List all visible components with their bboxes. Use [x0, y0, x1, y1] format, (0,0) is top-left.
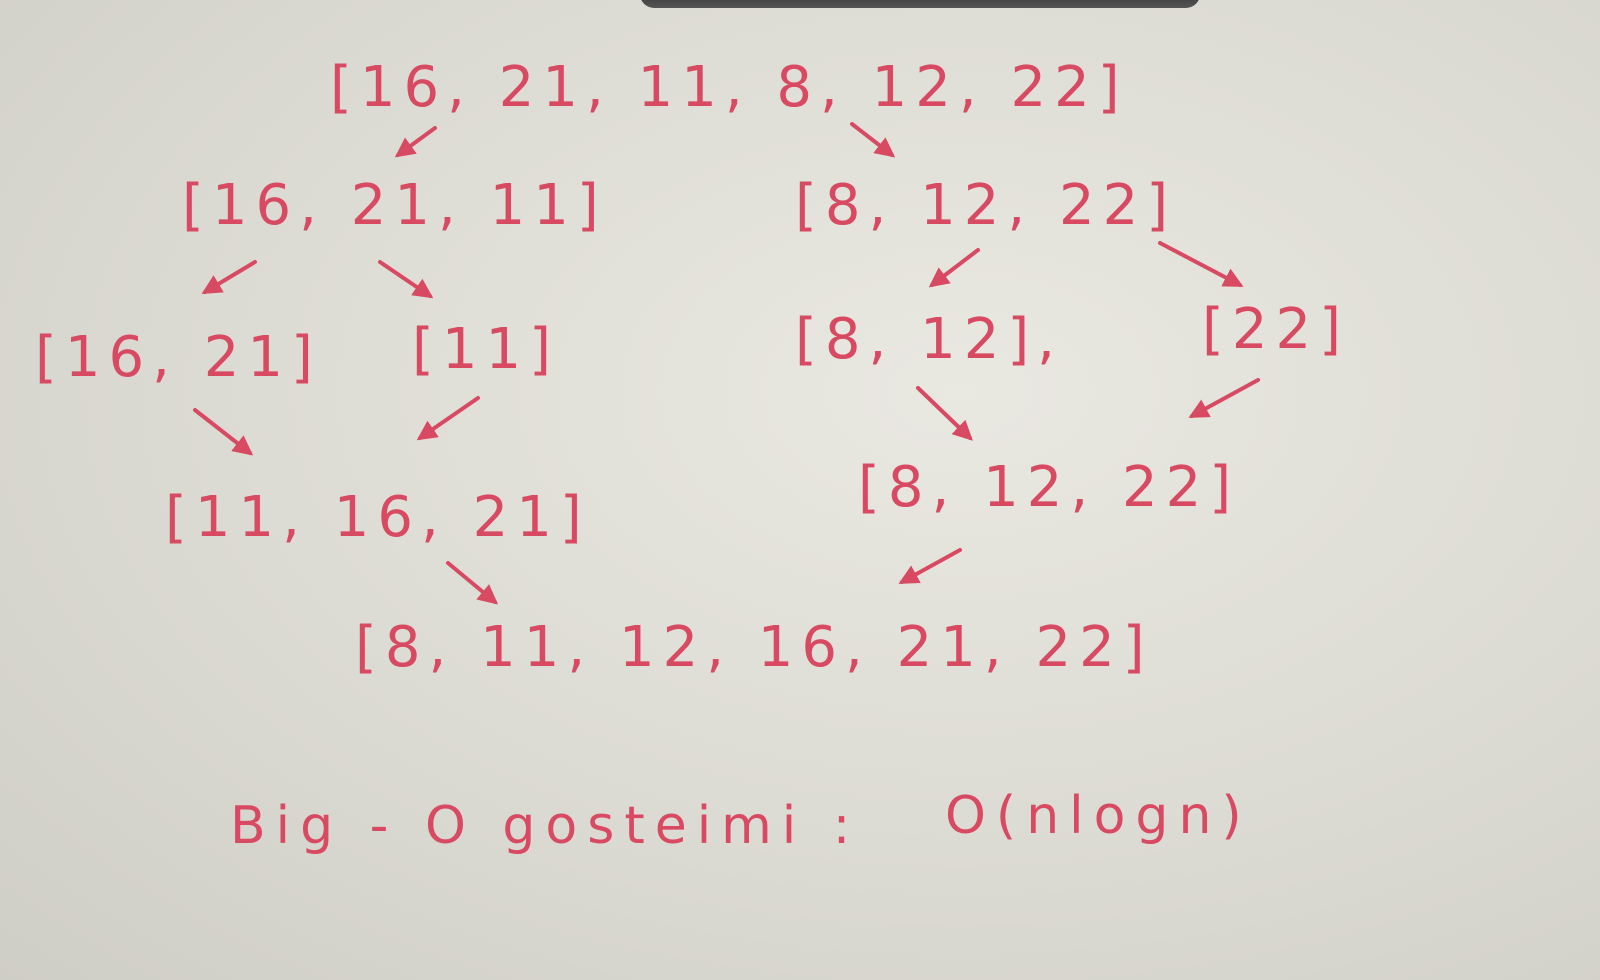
node-left-right: [11]	[412, 317, 559, 382]
arrow-root-to-right	[852, 124, 892, 155]
arrow-right-to-right-left	[932, 250, 978, 285]
arrow-right-left-to-right-merged	[918, 388, 970, 438]
node-final-sorted: [8, 11, 12, 16, 21, 22]	[355, 615, 1153, 680]
arrow-left-to-left-right	[380, 262, 430, 296]
node-right-merged: [8, 12, 22]	[858, 455, 1240, 520]
node-left-left: [16, 21]	[35, 325, 321, 390]
node-left-merged: [11, 16, 21]	[165, 485, 590, 550]
arrow-left-merged-to-final	[448, 563, 495, 602]
arrow-right-to-right-right	[1160, 243, 1240, 285]
node-right-right: [22]	[1202, 297, 1349, 362]
arrow-right-right-to-right-merged	[1192, 380, 1258, 416]
arrow-left-right-to-left-merged	[420, 398, 478, 438]
arrow-right-merged-to-final	[902, 550, 960, 582]
node-left: [16, 21, 11]	[182, 173, 607, 238]
arrow-left-to-left-left	[205, 262, 255, 292]
node-root: [16, 21, 11, 8, 12, 22]	[330, 55, 1128, 120]
node-right: [8, 12, 22]	[795, 173, 1177, 238]
complexity-label: Big - O gosteimi :	[230, 796, 861, 856]
arrow-left-left-to-left-merged	[195, 410, 250, 453]
complexity-value: O(nlogn)	[945, 786, 1252, 846]
node-right-left: [8, 12],	[795, 307, 1063, 372]
arrow-root-to-left	[398, 128, 435, 155]
